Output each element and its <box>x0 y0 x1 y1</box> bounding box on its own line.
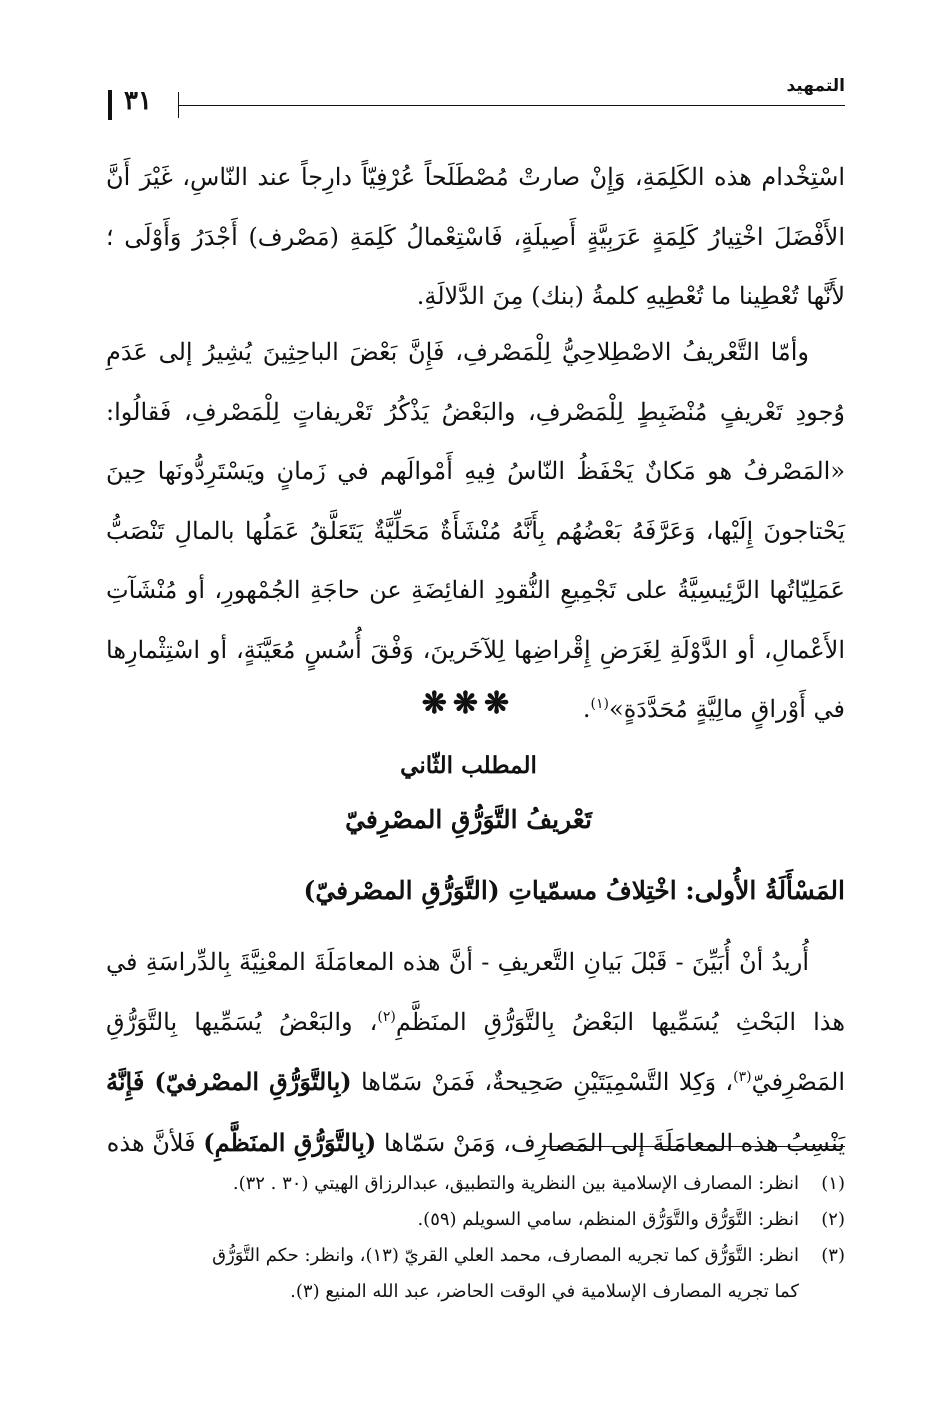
paragraph-2-end: . <box>582 695 591 723</box>
footnote <box>106 1238 845 1274</box>
paragraph-2 <box>106 323 845 740</box>
page-number-bar <box>108 90 112 120</box>
paragraph-3-bold-1: (بِالتَّوَرُّقِ المصْرفيّ) فَإِنَّهُ <box>106 1067 352 1096</box>
footnote-number: (٣) <box>821 1245 845 1266</box>
issue-heading: المَسْأَلَةُ الأُولى: اخْتِلافُ مسمّياتِ (التَّوَرُّقِ المصْرفيّ) <box>303 876 845 905</box>
footnote-number: (١) <box>821 1173 845 1194</box>
footnote <box>106 1202 845 1238</box>
footnote-continuation: كما تجريه المصارف الإسلامية في الوقت الحاضر، عبد الله المنيع (٣). <box>290 1281 799 1302</box>
paragraph-3 <box>106 933 845 1173</box>
paragraph-1: اسْتِخْدام هذه الكَلِمَةِ، وَإِنْ صارتْ مُصْطَلَحاً عُرْفِيّاً دارِجاً عند النّاسِ، غَيْرَ أَنَّ الأَفْضَلَ اخْتِيارُ كَلِمَةٍ عَرَبِيَّةٍ أَصِيلَةٍ، فَاسْتِعْمالُ كَلِمَةِ (مَصْرف) أَجْدَرُ وَأَوْلَى ؛ لأَنَّها تُعْطِينا ما تُعْطِيهِ كلمةُ (بنك) مِنَ الدَّلالَةِ. <box>106 163 845 310</box>
footnote-ref-1: (١) <box>590 696 610 712</box>
section-title: التمهيد <box>786 76 845 96</box>
header-rule-end-tick <box>178 92 179 118</box>
section-heading: تَعْريفُ التَّوَرُّقِ المصْرِفيّ <box>345 805 592 834</box>
footnote-rule <box>542 1146 845 1147</box>
footnote-ref-3: (٣) <box>733 1069 752 1085</box>
paragraph-2-text: وأمّا التَّعْريفُ الاصْطِلاحِيُّ لِلْمَصْرفِ، فَإِنَّ بَعْضَ الباحِثِينَ يُشِيرُ إلى عَدَمِ وُجودِ تَعْريفٍ مُنْضَبِطٍ لِلْمَصْرفِ، والبَعْضُ يَذْكُرُ تَعْريفاتٍ لِلْمَصْرفِ، فَقالُوا: «المَصْرفُ هو مَكانٌ يَحْفَظُ النّاسُ فِيهِ أَمْوالَهم في زَمانٍ ويَسْتَرِدُّونَها حِينَ يَحْتاجونَ إِلَيْها، وَعَرَّفَهُ بَعْضُهُم بِأَنَّهُ مُنْشَأَةٌ مَحَلِّيَّةٌ يَتَعَلَّقُ عَمَلُها بالمالِ تَنْصَبُّ عَمَلِيّاتُها الرَّئِيسِيَّةُ على تَجْمِيعِ النُّقودِ الفائِضَةِ عن حاجَةِ الجُمْهورِ، أو مُنْشَآتِ الأَعْمالِ، أو الدَّوْلَةِ لِغَرَضِ إِقْراضِها لِلآخَرينَ، وَفْقَ أُسُسٍ مُعَيَّنَةٍ، أو اسْتِثْمارِها في أَوْراقٍ مالِيَّةٍ مُحَدَّدَةٍ» <box>106 338 845 723</box>
page-number: ٣١ <box>124 86 152 116</box>
footnote-text: انظر: المصارف الإسلامية بين النظرية والتطبيق، عبدالرزاق الهيتي (٣٠ . ٣٢). <box>232 1173 799 1194</box>
header-rule <box>178 105 845 106</box>
footnote <box>106 1166 845 1202</box>
paragraph-3-part-c: ، وَكِلا التَّسْمِيَتَيْنِ صَحِيحةٌ، فَمَنْ سَمّاها <box>360 1068 734 1096</box>
section-separator: ❋❋❋ <box>421 686 516 721</box>
footnote-text: انظر: التَّوَرُّق كما تجريه المصارف، محمد العلي القريّ (١٣)، وانظر: حكم التَّوَرُّق <box>212 1245 799 1266</box>
footnote-number: (٢) <box>821 1209 845 1230</box>
paragraph-3-part-a: أُريدُ أنْ أُبَيِّنَ - قَبْلَ بَيانِ التَّعريفِ - أنَّ هذه المعامَلَةَ المعْنِيَّةَ بِالدِّراسَةِ في هذا البَحْثِ يُسَمِّيها البَعْضُ بِالتَّوَرُّقِ المنَظَّمِ <box>106 948 845 1036</box>
footnotes <box>106 1166 845 1310</box>
paragraph-3-part-e: فَلأنَّ هذه <box>106 1128 196 1157</box>
paragraph-3-part-d: يَنْسِبُ هذه المعامَلَةَ إلى المَصارِف، وَمَنْ سَمّاها <box>383 1128 845 1157</box>
paragraph-3-part-b: ، والبَعْضُ يُسَمِّيها بِالتَّوَرُّقِ المَصْرِفيّ <box>106 1007 845 1096</box>
footnote-ref-2: (٢) <box>377 1008 396 1025</box>
paragraph-3-bold-2: (بِالتَّوَرُّقِ المنَظَّمِ) <box>203 1127 377 1157</box>
footnote-text: انظر: التَّوَرُّق والتَّوَرُّق المنظم، سامي السويلم (٥٩). <box>417 1209 799 1230</box>
subsection-heading: المطلب الثّاني <box>400 752 537 779</box>
